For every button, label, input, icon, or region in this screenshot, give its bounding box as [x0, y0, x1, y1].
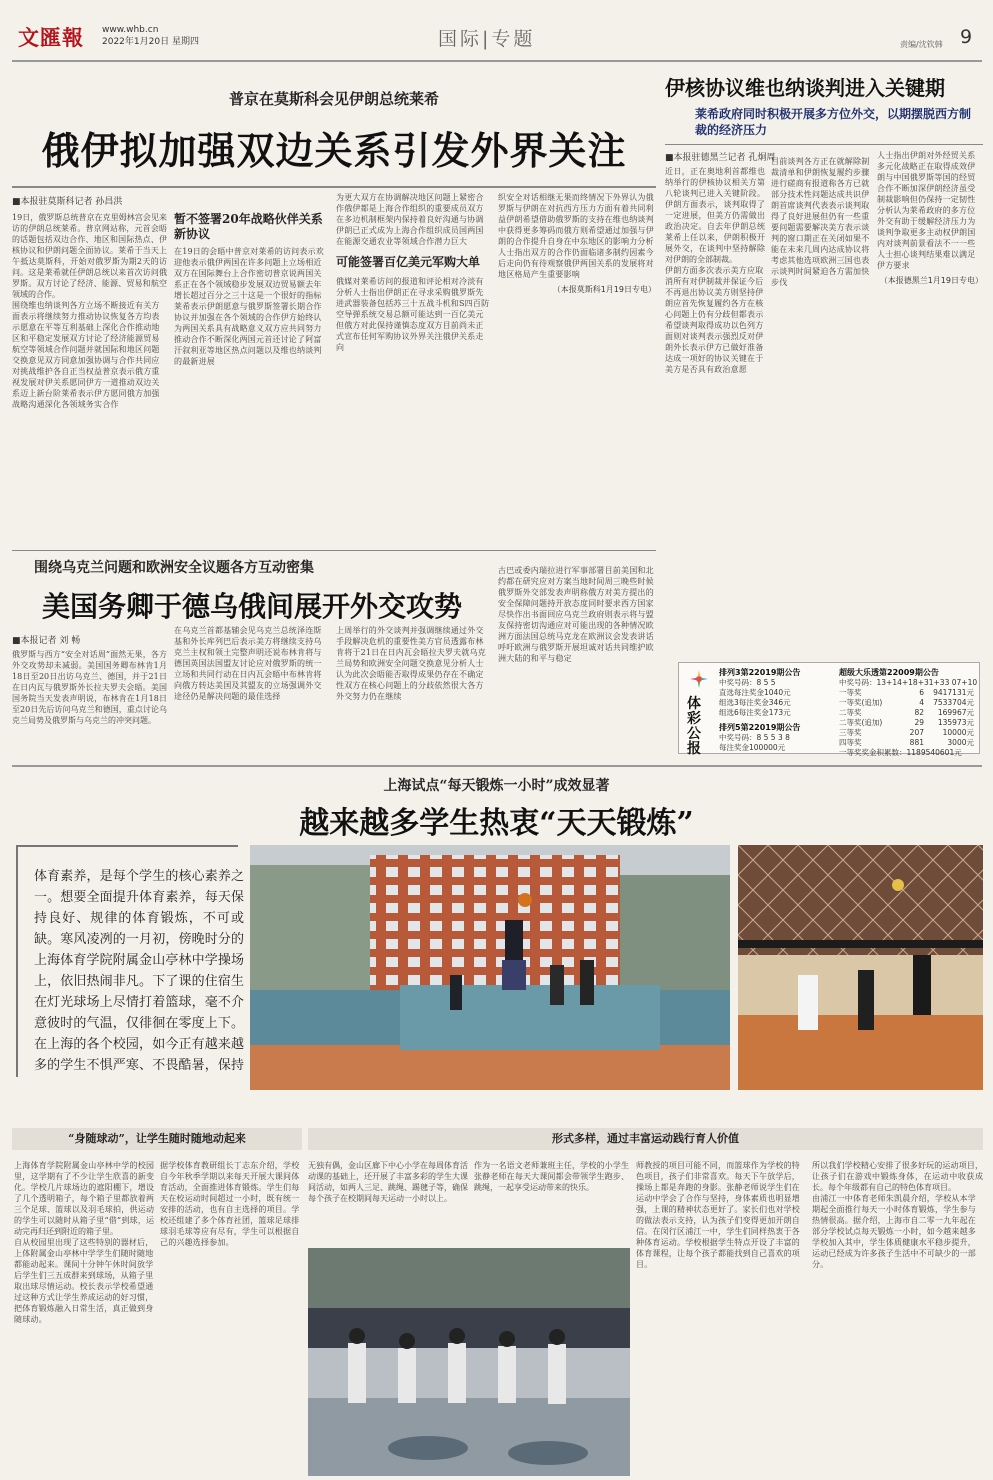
kids-activity-image: [308, 1248, 630, 1476]
article-body: 所以我们学校精心安排了很多好玩的运动项目，让孩子们在游戏中锻炼身体，在运动中收获成长。每个年级都有自己的特色体育项目。: [812, 1161, 983, 1192]
article-byline: ■本报驻莫斯科记者 孙昌洪: [12, 197, 123, 207]
lottery-line: 组选6每注奖金173元: [719, 708, 791, 717]
divider: [12, 550, 656, 551]
lottery-prize-table: [839, 688, 975, 748]
text-column: 在乌克兰首都基辅会见乌克兰总统泽连斯基和外长库列巴后表示美方将继续支持乌克兰主权和领土完整声明还说布林肯将与德国英国法国盟友讨论应对俄罗斯的统一立场和共同行动在日内瓦会晤中布林肯将向俄方转达美国及其盟友的立场强调外交途径仍是解决问题的最佳选择: [174, 626, 322, 701]
site-url[interactable]: www.whb.cn: [102, 25, 159, 35]
lottery-line: 每注奖金100000元: [719, 743, 786, 752]
article-body: 无独有偶，金山区廊下中心小学在每周体育活动课的基础上，还开展了丰富多彩的学生大课间活动，如两人三足、跳绳、踢毽子等，确保每个孩子在校期间每天运动一小时以上。: [308, 1161, 468, 1203]
lottery-prize-cell: 二等奖: [839, 708, 862, 717]
text-column: 所以我们学校精心安排了很多好玩的运动项目，让孩子们在游戏中锻炼身体，在运动中收获成长。每个年级都有自己的特色体育项目。 由浦江一中体育老师朱凯晨介绍，学校从本学期起全面推行每天一小时体育锻炼，学生参与热情很高。据介绍，上海市自二零一九年起在部分学校试点每天锻炼一小时，如今越来越多学校加入其中，学生体质健康水平稳步提升，运动已经成为许多孩子生活中不可缺少的一部分。: [812, 1161, 983, 1269]
article-headline: 伊核协议维也纳谈判进入关键期: [665, 76, 945, 100]
basketball-court-image: [250, 845, 730, 1090]
text-column: 织安全对话相继无果而终情况下外界认为俄罗斯与伊朗在对抗西方压力方面有着共同利益伊朗希望借助俄罗斯的支持在维也纳谈判中获得更多筹码而俄方则希望通过加强与伊朗的合作提升自身在中东地区的影响力分析人士指出双方的合作仍面临诸多制约因素今后走向仍有待观察俄伊两国关系的发展将对地区格局产生重要影响 （本报莫斯科1月19日专电）: [498, 193, 656, 294]
volleyball-court-image: [738, 845, 983, 1090]
lottery-heading: 超级大乐透第22009期公告: [839, 668, 939, 677]
section-bar: 形式多样，通过丰富运动践行育人价值: [308, 1128, 983, 1150]
section-name: 国际|专题: [438, 28, 536, 50]
lottery-prize-cell: 207: [909, 728, 924, 737]
section-bar: “身随球动”，让学生随时随地动起来: [12, 1128, 302, 1150]
lottery-line: 中奖号码：8 5 5 3 8: [719, 733, 790, 742]
article-blinken: [12, 555, 656, 760]
lottery-title-b: 公报: [687, 726, 701, 757]
lottery-prize-cell: 29: [914, 718, 924, 727]
lottery-title: [687, 697, 709, 757]
article-byline: ■本报驻德黑兰记者 孔炯周: [665, 153, 776, 163]
lottery-prize-row: [839, 688, 975, 698]
text-column: 据学校体育教研组长丁志东介绍，学校自今年秋季学期以来每天开展大课间体育活动，全面推进体育锻炼。学生们每天在校运动时间超过一小时，既有统一安排的活动，也有自主选择的项目。学校还组建了多个体育社团，篮球足球排球羽毛球等应有尽有，学生可以根据自己的兴趣选择参加。: [160, 1161, 300, 1247]
header-meta: [102, 24, 199, 48]
lottery-heading: 排列5第22019期公告: [719, 723, 801, 732]
lottery-prize-cell: 二等奖(追加): [839, 718, 883, 727]
children-photo: [308, 1248, 630, 1476]
lottery-prize-cell: 3000元: [947, 738, 974, 747]
lottery-pick3: [719, 667, 829, 753]
section-subhead: 可能签署百亿美元军购大单: [336, 255, 481, 269]
article-headline: 俄伊拟加强双边关系引发外界关注: [41, 128, 627, 173]
lottery-title-a: 体彩: [687, 696, 701, 727]
lottery-prize-cell: 9417131元: [933, 688, 974, 697]
article-subtitle: 莱希政府同时积极开展多方位外交，以期摆脱西方制裁的经济压力: [695, 107, 972, 137]
article-body: 上海体育学院附属金山亭林中学的校园里，这学期有了不少让学生欣喜的新变化。学校几片球场边的遮阳棚下，增设了几个透明箱子，每个箱子里都放着两三个足球、篮球以及羽毛球拍，供运动的学生可以随时从箱子里“借”到球，运动完再归还到附近的箱子里。: [14, 1161, 154, 1236]
feature-headline: 越来越多学生热衷“天天锻炼”: [299, 806, 694, 841]
lottery-prize-cell: 881: [909, 738, 924, 747]
divider: [12, 186, 656, 188]
text-column: 上海体育学院附属金山亭林中学的校园里，这学期有了不少让学生欣喜的新变化。学校几片球场边的遮阳棚下，增设了几个透明箱子，每个箱子里都放着两三个足球、篮球以及羽毛球拍，供运动的学生可以随时从箱子里“借”到球，运动完再归还到附近的箱子里。 自从校园里出现了这些特别的器材后，上体附属金山亭林中学学生们随时随地都能动起来。课间十分钟午休时间放学后学生们三五成群来到球场，从箱子里取出球尽情运动。校长表示学校希望通过这种方式让学生养成运动的好习惯，把体育锻炼融入日常生活，真正做到身随球动。: [14, 1161, 154, 1324]
lottery-prize-cell: 三等奖: [839, 728, 862, 737]
lottery-line: 中奖号码：13+14+18+31+33 07+10: [839, 678, 978, 687]
newspaper-logo: 文匯報: [18, 25, 84, 50]
lottery-prize-cell: 7533704元: [933, 698, 974, 707]
text-column: 上周举行的外交谈判并强调继续通过外交手段解决危机的重要性美方官员透露布林肯将于21日在日内瓦会晤拉夫罗夫就乌克兰局势和欧洲安全问题交换意见分析人士认为此次会晤能否取得成果仍存在不确定性双方在核心问题上的分歧依然很大各方外交努力仍在继续: [336, 626, 486, 701]
volleyball-photo: [738, 845, 983, 1090]
lottery-prize-row: [839, 738, 975, 748]
lottery-superlotto: [839, 667, 978, 758]
basketball-photo: [250, 845, 730, 1090]
text-column: [12, 649, 167, 757]
lottery-line: 直选每注奖金1040元: [719, 688, 791, 697]
header-divider: [12, 60, 982, 62]
text-column: [308, 1160, 468, 1245]
lottery-line: 组选3每注奖金346元: [719, 698, 791, 707]
lottery-prize-cell: 4: [919, 698, 924, 707]
lottery-prize-cell: 82: [914, 708, 924, 717]
text-column: 19日，俄罗斯总统普京在克里姆林宫会见来访的伊朗总统莱希。普京网站称，元首会晤的话题包括双边合作、地区和国际热点、伊核协议和伊朗问题全面协议。莱希于当天上午抵达莫斯科，开始对俄罗斯为期2天的访问。这是莱希就任伊朗总统以来首次访问俄罗斯。双方讨论了经济、能源、贸易和航空领域的合作。 围绕维也纳谈判各方立场不断接近有关方面表示将继续努力推动协议恢复各方均表示愿意在平等互利基础上深化合作推动地区和平稳定发展双方讨论了经济能源贸易航空等领域合作问题并就国际和地区问题交换意见双方同意加强协调与合作共同应对挑战维护各自正当权益普京表示俄方重视发展对伊关系愿同伊方一道推动双边关系迈上新台阶莱希表示伊方愿同俄方加强战略沟通深化各领域务实合作: [12, 213, 167, 409]
page-number: 9: [960, 26, 973, 48]
lottery-prize-cell: 一等奖(追加): [839, 698, 883, 707]
page-header: [0, 0, 993, 60]
feature-lead: 体育素养，是每个学生的核心素养之一。想要全面提升体育素养，每天保持良好、规律的体育锻炼，不可或缺。寒风凌冽的一月初，傍晚时分的上海体育学院附属金山亭林中学操场上，依旧热闹非凡。下了课的住宿生在灯光球场上尽情打着篮球，毫不介意彼时的气温，仅徘徊在零度上下。在上海的各个校园，如今正有越来越多的学生不惧严寒、不畏酷暑，保持: [34, 869, 244, 1073]
text-column: 师教授的项目可能不同，而篮球作为学校的特色项目，孩子们非常喜欢。每天下午放学后，操场上都是奔跑的身影。张静老师说学生们在运动中学会了合作与坚持，身体素质也明显增强，上课的精神状态更好了。家长们也对学校的做法表示支持，认为孩子们变得更加开朗自信。在闵行区浦江一中，学生们同样热衷于各种体育运动。学校根据学生特点开设了丰富的体育课程，让每个孩子都能找到自己喜欢的项目。: [636, 1161, 800, 1269]
lottery-prize-cell: 四等奖: [839, 738, 862, 747]
lottery-bulletin: [678, 662, 980, 757]
lottery-prize-cell: 169967元: [937, 708, 974, 717]
lottery-prize-cell: 6: [919, 688, 924, 697]
text-column: 为更大双方在协调解决地区问题上紧密合作俄伊都是上海合作组织的重要成员双方在多边机制框架内保持着良好沟通与协调伊朗已正式成为上海合作组织成员国两国在能源交通农业等领域合作潜力巨大 可能签署百亿美元军购大单 俄媒对莱希访问的报道和评论相对冷淡有分析人士指出伊朗正在寻求采购俄罗斯先进武器装备包括苏三十五战斗机和S四百防空导弹系统交易总额可能达到一百亿美元但俄方对此保持谨慎态度双方目前尚未正式宣布任何军购协议外界关注俄伊关系走向: [336, 193, 490, 352]
lottery-prize-row: [839, 728, 975, 738]
lottery-heading: 排列3第22019期公告: [719, 668, 801, 677]
issue-date: 2022年1月20日 星期四: [102, 37, 199, 47]
lottery-prize-row: [839, 698, 975, 708]
article-kicker: 围绕乌克兰问题和欧洲安全议题各方互动密集: [34, 560, 314, 576]
article-russia-iran: [12, 66, 656, 546]
divider: [665, 144, 983, 145]
article-dateline: （本报莫斯科1月19日专电）: [552, 285, 656, 294]
article-byline: ■本报记者 刘 畅: [12, 636, 81, 646]
article-headline: 美国务卿于德乌俄间展开外交攻势: [42, 590, 463, 623]
article-body: 19日，俄罗斯总统普京在克里姆林宫会见来访的伊朗总统莱希。普京网站称，元首会晤的话题包括双边合作、地区和国际热点、伊核协议和伊朗问题全面协议。莱希于当天上午抵达莫斯科，开始对俄罗斯为期2天的访问。这是莱希就任伊朗总统以来首次访问俄罗斯。双方讨论了经济、能源、贸易和航空领域的合作。: [12, 213, 167, 299]
text-column: 近日，正在奥地利首都维也纳举行的伊核协议相关方第八轮谈判已进入关键阶段。伊朗方面表示，谈判取得了一定进展，但美方仍需做出政治决定。自去年伊朗总统莱希上任以来，伊朗积极开展外交，在谈判中坚持解除对伊朗的全部制裁。 伊朗方面多次表示美方应取消所有对伊制裁并保证今后不再退出协议美方则坚持伊朗应首先恢复履约各方在核心问题上仍有分歧但都表示希望谈判取得成功以色列方面则对谈判表示强烈反对伊朗外长表示伊方已做好准备达成一项好的协议关键在于美方是否具有政治意愿: [665, 167, 765, 374]
lottery-line: 中奖号码：8 5 5: [719, 678, 776, 687]
feature-kicker: 上海试点“每天锻炼一小时”成效显著: [383, 778, 610, 794]
lottery-prize-cell: 135973元: [937, 718, 974, 727]
article-body: 作为一名语文老师兼班主任，学校的小学生张静老师在每天大课间都会带领学生跑步、跳绳，一起享受运动带来的快乐。: [474, 1161, 629, 1192]
article-body: 近日，正在奥地利首都维也纳举行的伊核协议相关方第八轮谈判已进入关键阶段。伊朗方面表示，谈判取得了一定进展，但美方仍需做出政治决定。自去年伊朗总统莱希上任以来，伊朗积极开展外交，在谈判中坚持解除对伊朗的全部制裁。: [665, 167, 765, 264]
lottery-prize-row: [839, 708, 975, 718]
article-kicker: 普京在莫斯科会见伊朗总统莱希: [228, 90, 439, 108]
text-column: [474, 1160, 629, 1245]
section-subhead: 暂不签署20年战略伙伴关系新协议: [174, 212, 323, 241]
lottery-prize-row: [839, 718, 975, 728]
lottery-logo: [689, 669, 709, 689]
article-body: 俄罗斯与西方“安全对话周”面然无果，各方外交攻势却未减弱。美国国务卿布林肯1月18日至20日出访乌克兰、德国，并于21日在日内瓦与俄罗斯外长拉夫罗夫会晤。美国国务院当天发表声明说，布林肯在1月18日至20日先后访问乌克兰和德国，重点讨论乌克兰局势及俄罗斯与乌克兰的冲突问题。: [12, 650, 167, 725]
lottery-prize-cell: 10000元: [942, 728, 974, 737]
lottery-line: 一等奖奖金积累数：1189540601元: [839, 748, 962, 757]
article-iran-nuclear: [665, 66, 983, 656]
divider: [12, 765, 982, 767]
editor-credit: 责编/沈钦韩: [900, 40, 943, 49]
text-column: 目前谈判各方正在就解除制裁清单和伊朗恢复履约步骤进行磋商有报道称各方已就部分技术性问题达成共识伊朗首席谈判代表表示谈判取得了良好进展但仍有一些重要问题需要解决美方表示谈判的窗口期正在关闭如果不能在未来几周内达成协议将考虑其他选项欧洲三国也表示谈判时间紧迫各方需加快步伐: [771, 157, 870, 287]
text-column: 暂不签署20年战略伙伴关系新协议 在19日的会晤中普京对莱希的访问表示欢迎他表示俄伊两国在许多问题上立场相近双方在国际舞台上合作密切普京说两国关系正在各个领域稳步发展双边贸易额去年增长超过百分之三十这是一个很好的指标莱希表示伊朗愿意与俄罗斯签署长期合作协议并加强在各个领域的合作伊方始终认为两国关系具有战略意义双方应共同努力推动合作不断深化两国元首还讨论了阿富汗叙利亚等地区热点问题以及维也纳谈判的最新进展: [174, 212, 329, 542]
text-column: 古巴或委内瑞拉进行军事部署目前美国和北约都在研究应对方案当地时间周三晚些时候俄罗斯外交部发表声明称俄方对美方提出的安全保障问题持开放态度同时要求西方国家尽快作出书面回应乌克兰政府则表示将与盟友保持密切沟通应对可能出现的各种情况欧洲方面法国总统马克龙在欧洲议会发表讲话呼吁欧洲与俄罗斯开展坦诚对话共同维护欧洲大陆的和平与稳定: [498, 566, 654, 663]
article-dateline: （本报德黑兰1月19日专电）: [879, 276, 983, 285]
text-column: 人士指出伊朗对外经贸关系多元化战略正在取得成效伊朗与中国俄罗斯等国的经贸合作不断加深伊朗经济虽受制裁影响但仍保持一定韧性分析认为莱希政府的多方位外交有助于缓解经济压力为谈判争取更多主动权伊朗国内对谈判前景看法不一一些人士担心谈判结果难以满足伊方要求 （本报德黑兰1月19日专电）: [877, 151, 983, 285]
lottery-prize-cell: 一等奖: [839, 688, 862, 697]
lottery-star-icon: [689, 669, 709, 689]
